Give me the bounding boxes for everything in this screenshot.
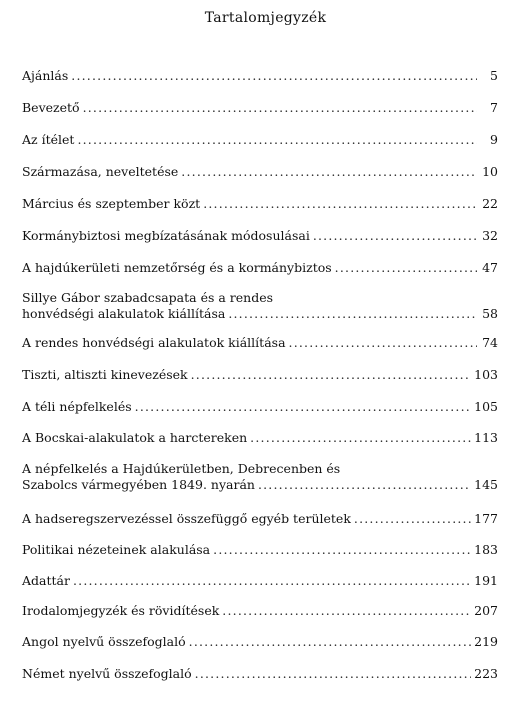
leader-dots [77, 132, 477, 148]
toc-entry-title: Szabolcs vármegyében 1849. nyarán [22, 477, 255, 492]
toc-entry[interactable] [22, 367, 498, 383]
toc-entry-title: Német nyelvű összefoglaló [22, 666, 192, 681]
leader-dots [83, 100, 477, 116]
toc-entry-page: 47 [482, 260, 498, 275]
toc-entry-title: Angol nyelvű összefoglaló [22, 634, 186, 649]
toc-entry-page: 145 [474, 477, 498, 492]
leader-dots [71, 68, 477, 84]
toc-entry-page: 7 [490, 100, 498, 115]
toc-entry-page: 32 [482, 228, 498, 243]
toc-entry-page: 58 [482, 306, 498, 321]
leader-dots [191, 367, 472, 383]
leader-dots [289, 335, 477, 351]
toc-entry-title: Tiszti, altiszti kinevezések [22, 367, 188, 382]
toc-entry[interactable] [22, 634, 498, 650]
toc-entry[interactable] [22, 430, 498, 446]
toc-entry[interactable] [22, 461, 498, 493]
toc-entry[interactable] [22, 100, 498, 116]
toc-entry-title: Ajánlás [22, 68, 69, 83]
toc-entry-page: 207 [474, 603, 498, 618]
toc-entry-title: honvédségi alakulatok kiállítása [22, 306, 226, 321]
toc-entry[interactable] [22, 228, 498, 244]
toc-entry-page: 10 [482, 164, 498, 179]
toc-entry-page: 223 [474, 666, 498, 681]
toc-entry-page: 22 [482, 196, 498, 211]
toc-entry-title: Az ítélet [22, 132, 75, 147]
toc-entry-title: Származása, neveltetése [22, 164, 179, 179]
toc-entry-title: Politikai nézeteinek alakulása [22, 542, 211, 557]
toc-entry[interactable] [22, 164, 498, 180]
toc-entry[interactable] [22, 68, 498, 84]
leader-dots [203, 196, 477, 212]
toc-entry[interactable] [22, 511, 498, 527]
leader-dots [228, 306, 477, 322]
toc-entry-page: 74 [482, 335, 498, 350]
toc-entry-title: Kormánybiztosi megbízatásának módosulásai [22, 228, 310, 243]
toc-entry[interactable] [22, 666, 498, 682]
toc-entry-page: 191 [474, 573, 498, 588]
leader-dots [195, 666, 471, 682]
toc-entry-title: Bevezető [22, 100, 80, 115]
page-title: Tartalomjegyzék [204, 10, 327, 26]
leader-dots [354, 511, 471, 527]
leader-dots [135, 399, 471, 415]
toc-entry[interactable] [22, 132, 498, 148]
toc-entry-page: 183 [474, 542, 498, 557]
toc-entry-title-line: Sillye Gábor szabadcsapata és a rendes [22, 290, 274, 305]
leader-dots [189, 634, 472, 650]
toc-entry-title: A rendes honvédségi alakulatok kiállítása [22, 335, 286, 350]
leader-dots [335, 260, 477, 276]
toc-entry-title: A téli népfelkelés [22, 399, 132, 414]
toc-entry-title: A Bocskai-alakulatok a harctereken [22, 430, 248, 445]
leader-dots [250, 430, 471, 446]
toc-entry[interactable] [22, 573, 498, 589]
toc-entry-title: A hadseregszervezéssel összefüggő egyéb területek [22, 511, 351, 526]
toc-entry-title: A hajdúkerületi nemzetőrség és a kormánybiztos [22, 260, 332, 275]
toc-entry-page: 103 [474, 367, 498, 382]
toc-entry-page: 219 [474, 634, 498, 649]
toc-entry-title: Március és szeptember közt [22, 196, 201, 211]
toc-entry-title: Adattár [22, 573, 70, 588]
leader-dots [313, 228, 477, 244]
toc-entry[interactable] [22, 399, 498, 415]
toc-entry[interactable] [22, 603, 498, 619]
toc-entry[interactable] [22, 542, 498, 558]
toc-entry-title: Irodalomjegyzék és rövidítések [22, 603, 220, 618]
toc-entry-title-line: A népfelkelés a Hajdúkerületben, Debrecenben és [22, 461, 341, 476]
toc-entry[interactable] [22, 260, 498, 276]
toc-entry-page: 9 [490, 132, 498, 147]
toc-entry[interactable] [22, 196, 498, 212]
leader-dots [73, 573, 471, 589]
toc-entry[interactable] [22, 335, 498, 351]
toc-entry-page: 113 [474, 430, 498, 445]
toc-entry-page: 105 [474, 399, 498, 414]
leader-dots [181, 164, 477, 180]
leader-dots [222, 603, 471, 619]
leader-dots [213, 542, 471, 558]
leader-dots [258, 477, 471, 493]
toc-entry-page: 177 [474, 511, 498, 526]
toc-entry-page: 5 [490, 68, 498, 83]
toc-entry[interactable] [22, 290, 498, 322]
